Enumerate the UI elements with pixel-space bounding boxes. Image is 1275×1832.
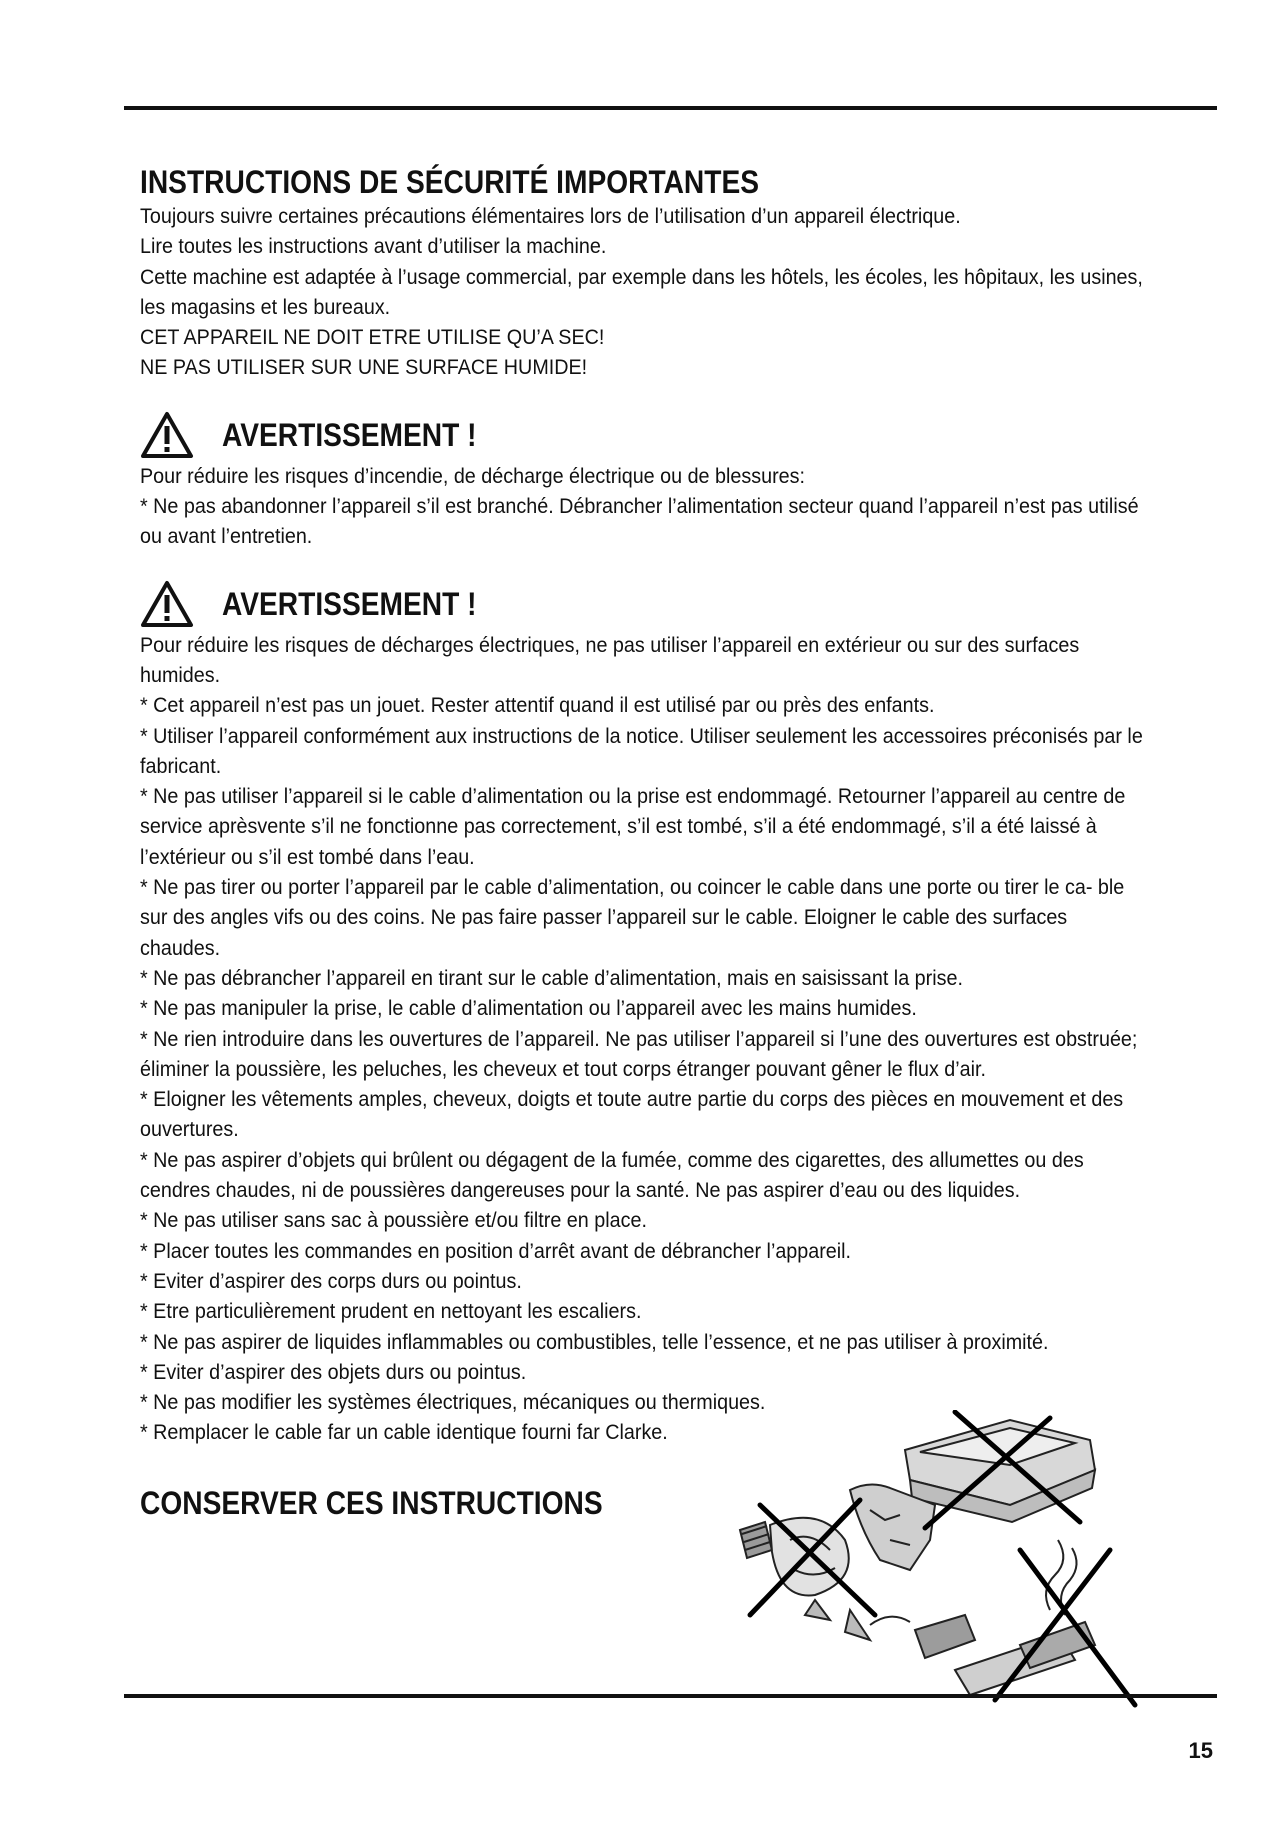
- warning-triangle-icon: [140, 411, 194, 459]
- page-number: 15: [1188, 1738, 1213, 1763]
- warning-2-line: * Remplacer le cable far un cable identique fourni far Clarke.: [140, 1421, 668, 1445]
- intro-line: NE PAS UTILISER SUR UNE SURFACE HUMIDE!: [140, 356, 588, 380]
- warning-1-heading: AVERTISSEMENT !: [222, 416, 477, 453]
- warning-2-section: [140, 631, 1150, 1449]
- prohibited-objects-illustration: [720, 1410, 1145, 1710]
- warning-2-line: * Ne pas utiliser sans sac à poussière et/ou filtre en place.: [140, 1209, 647, 1233]
- warning-2-header: [140, 577, 1150, 631]
- warning-2-line: * Ne pas modifier les systèmes électriques, mécaniques ou thermiques.: [140, 1391, 766, 1415]
- light-bulb-illustration: [740, 1518, 870, 1640]
- document-body: [140, 162, 1150, 1523]
- intro-section: [140, 202, 1150, 384]
- warning-1-line: * Ne pas abandonner l’appareil s’il est branché. Débrancher l’alimentation secteur quand l’appareil n’est pas utilisé ou avant l’entretien.: [140, 495, 1139, 549]
- warning-2-line: Pour réduire les risques de décharges électriques, ne pas utiliser l’appareil en extérieur ou sur des surfaces humides.: [140, 633, 1080, 687]
- intro-line: CET APPAREIL NE DOIT ETRE UTILISE QU’A SEC!: [140, 326, 605, 350]
- intro-line: Lire toutes les instructions avant d’utiliser la machine.: [140, 235, 607, 259]
- warning-2-line: * Ne pas aspirer de liquides inflammables ou combustibles, telle l’essence, et ne pas utiliser à proximité.: [140, 1330, 1049, 1354]
- top-rule: [124, 106, 1217, 110]
- warning-2-line: * Eloigner les vêtements amples, cheveux, doigts et toute autre partie du corps des pièces en mouvement et des ouvertures.: [140, 1088, 1124, 1142]
- warning-2-heading: AVERTISSEMENT !: [222, 585, 477, 622]
- warning-triangle-icon: [140, 580, 194, 628]
- intro-line: Toujours suivre certaines précautions élémentaires lors de l’utilisation d’un appareil électrique.: [140, 205, 961, 228]
- warning-1-header: [140, 408, 1150, 462]
- warning-2-line: * Ne rien introduire dans les ouvertures de l’appareil. Ne pas utiliser l’appareil si l’une des ouvertures est obstruée; éliminer la poussière, les peluches, les cheveux et tout corps étranger pouvant gêner le flux d’air.: [140, 1027, 1138, 1081]
- warning-2-line: * Ne pas tirer ou porter l’appareil par le cable d’alimentation, ou coincer le cable dans une porte ou tirer le ca- ble sur des angles vifs ou des coins. Ne pas faire passer l’appareil sur le cable. Eloigner le cable des surfaces chaudes.: [140, 876, 1125, 960]
- closing-heading: CONSERVER CES INSTRUCTIONS: [140, 1484, 603, 1521]
- warning-2-line: * Ne pas aspirer d’objets qui brûlent ou dégagent de la fumée, comme des cigarettes, des allumettes ou des cendres chaudes, ni de poussières dangereuses pour la santé. Ne pas aspirer d’eau ou des liquides.: [140, 1148, 1084, 1203]
- warning-2-line: * Eviter d’aspirer des objets durs ou pointus.: [140, 1360, 527, 1384]
- warning-2-line: * Utiliser l’appareil conformément aux instructions de la notice. Utiliser seulement les accessoires préconisés par le fabricant.: [140, 724, 1143, 778]
- page-title: INSTRUCTIONS DE SÉCURITÉ IMPORTANTES: [140, 164, 760, 200]
- warning-1-line: Pour réduire les risques d’incendie, de décharge électrique ou de blessures:: [140, 464, 805, 488]
- warning-2-line: * Eviter d’aspirer des corps durs ou pointus.: [140, 1269, 522, 1293]
- bottom-rule: [124, 1694, 1217, 1698]
- intro-line: Cette machine est adaptée à l’usage commercial, par exemple dans les hôtels, les écoles, les hôpitaux, les usines, les magasins et les bureaux.: [140, 265, 1143, 319]
- warning-1-section: [140, 462, 1150, 553]
- warning-2-line: * Placer toutes les commandes en position d’arrêt avant de débrancher l’appareil.: [140, 1239, 852, 1263]
- warning-2-line: * Ne pas utiliser l’appareil si le cable d’alimentation ou la prise est endommagé. Retourner l’appareil au centre de service aprèsvente s’il ne fonctionne pas correctement, s’il est tombé, s’il a été endommagé, s’il a été laissé à l’extérieur ou s’il est tombé dans l’eau.: [140, 785, 1126, 869]
- iron-illustration: [850, 1420, 1095, 1570]
- warning-2-line: * Ne pas débrancher l’appareil en tirant sur le cable d’alimentation, mais en saisissant la prise.: [140, 966, 963, 990]
- warning-2-line: * Etre particulièrement prudent en nettoyant les escaliers.: [140, 1300, 642, 1324]
- warning-2-line: * Cet appareil n’est pas un jouet. Rester attentif quand il est utilisé par ou près des enfants.: [140, 694, 935, 718]
- warning-2-line: * Ne pas manipuler la prise, le cable d’alimentation ou l’appareil avec les mains humides.: [140, 997, 917, 1021]
